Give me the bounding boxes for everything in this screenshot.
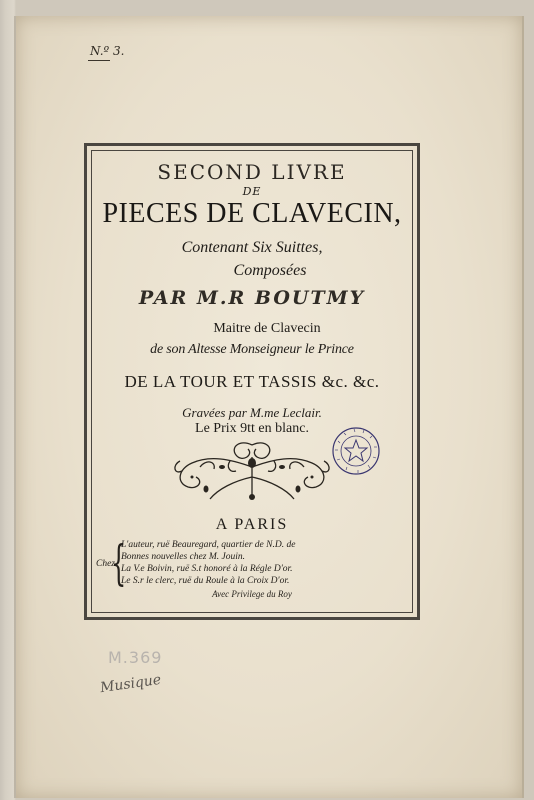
shelfmark-stamp: M.369 [108,648,163,667]
city-line: A PARIS [215,516,289,533]
folio-number: N.º 3. [90,44,125,58]
subtitle-composed: Composées [233,262,307,279]
privilege-line: Avec Privilege du Roy [212,589,292,599]
library-stamp-icon [330,425,382,477]
main-title: PIECES DE CLAVECIN, [102,198,402,229]
patron-line: de son Altesse Monseigneur le Prince [150,342,354,357]
address-line: L'auteur, ruë Beauregard, quartier de N.D. de [121,540,296,550]
title-line-2: DE [242,185,262,198]
address-line: Bonnes nouvelles chez M. Jouin. [121,552,245,562]
folio-underline [88,60,110,61]
address-line: La V.e Boivin, ruë S.t honoré à la Régle D'or. [121,564,293,574]
patron-house: DE LA TOUR ET TASSIS &c. &c. [124,372,380,391]
price-line: Le Prix 9tt en blanc. [195,421,309,436]
title-line-1: SECOND LIVRE [157,160,347,184]
engraver-line: Gravées par M.me Leclair. [182,405,322,420]
brace-mark: { [111,535,127,591]
shelf-handwritten-note: Musique [99,671,163,697]
floral-ornament-icon [170,437,335,505]
chez-label: Chez [96,559,115,569]
composer-name: PAR M.R BOUTMY [138,287,366,309]
subtitle-contents: Contenant Six Suittes, [181,239,323,256]
composer-role: Maitre de Clavecin [213,321,321,336]
address-line: Le S.r le clerc, ruë du Roule à la Croix D'or. [121,576,290,586]
